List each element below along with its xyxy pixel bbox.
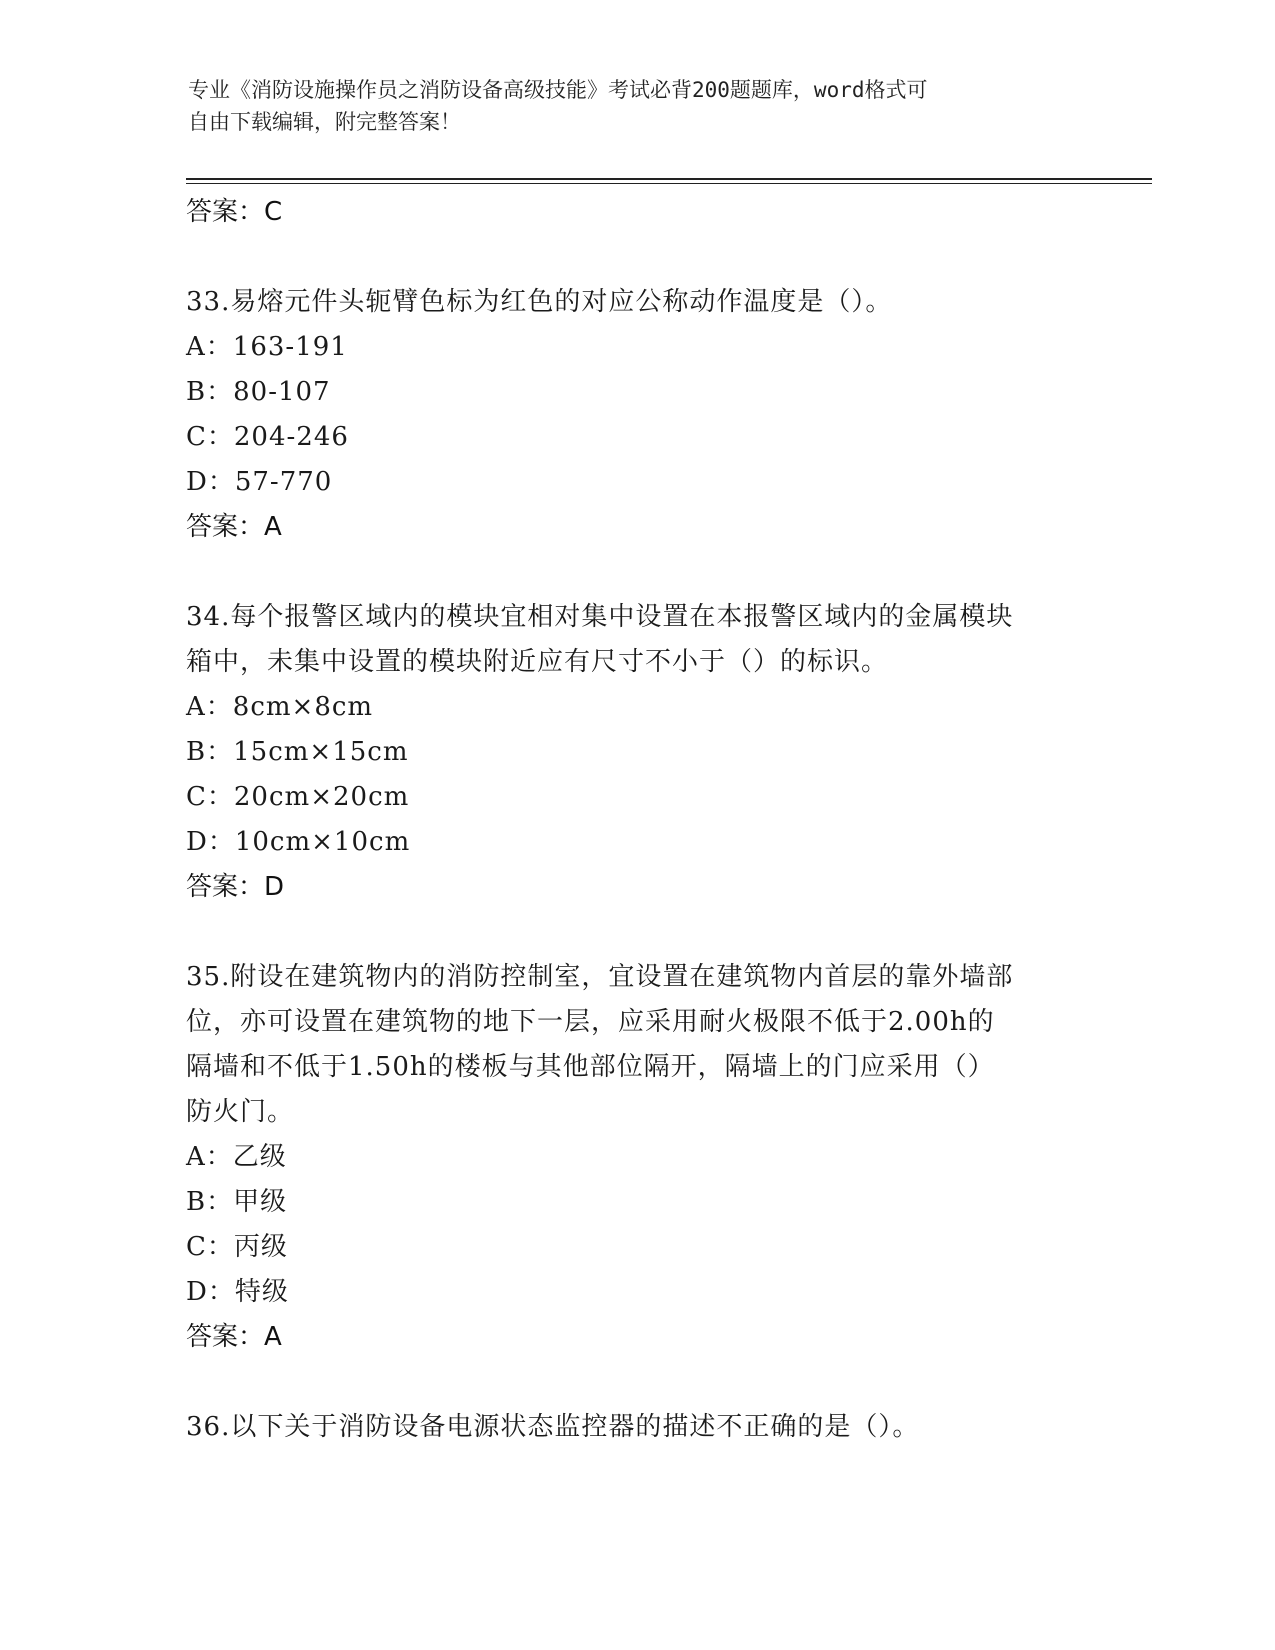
question-option: A：乙级 xyxy=(186,1142,287,1172)
question-option: D：10cm×10cm xyxy=(186,827,411,857)
question-stem-line: 防火门。 xyxy=(186,1097,295,1127)
answer-value: D xyxy=(264,872,285,902)
question-stem-line: 位，亦可设置在建筑物的地下一层，应采用耐火极限不低于2.00h的 xyxy=(186,1007,995,1037)
question-option: A：163-191 xyxy=(186,332,348,362)
previous-answer xyxy=(186,190,1086,235)
question-option: A：8cm×8cm xyxy=(186,692,374,722)
question-stem-line: 箱中，未集中设置的模块附近应有尺寸不小于（）的标识。 xyxy=(186,647,889,677)
header-rule-thick xyxy=(186,178,1152,180)
answer-label: 答案： xyxy=(186,1322,265,1352)
answer-label: 答案： xyxy=(186,872,265,902)
document-header xyxy=(188,74,1068,138)
answer-value: C xyxy=(264,197,283,227)
question-stem-line: 34.每个报警区域内的模块宜相对集中设置在本报警区域内的金属模块 xyxy=(186,602,1014,632)
question-option: D：57-770 xyxy=(186,467,333,497)
answer-value: A xyxy=(264,512,282,542)
answer-label: 答案： xyxy=(186,197,265,227)
header-rule-thin xyxy=(186,183,1152,184)
question-answer xyxy=(186,865,1086,910)
question-option: C：204-246 xyxy=(186,422,349,452)
answer-value: A xyxy=(264,1322,282,1352)
question-option: D：特级 xyxy=(186,1277,289,1307)
question-stem-line: 36.以下关于消防设备电源状态监控器的描述不正确的是（）。 xyxy=(186,1412,920,1442)
question-stem-line: 隔墙和不低于1.50h的楼板与其他部位隔开，隔墙上的门应采用（） xyxy=(186,1052,995,1082)
question-option: B：15cm×15cm xyxy=(186,737,409,767)
question-answer xyxy=(186,1315,1086,1360)
question-option: C：丙级 xyxy=(186,1232,288,1262)
question-option: B：甲级 xyxy=(186,1187,288,1217)
header-line-2: 自由下载编辑，附完整答案！ xyxy=(188,110,461,134)
question-option: C：20cm×20cm xyxy=(186,782,410,812)
question-list xyxy=(186,190,1086,1450)
question-stem-line: 33.易熔元件头轭臂色标为红色的对应公称动作温度是（）。 xyxy=(186,287,893,317)
header-line-1: 专业《消防设施操作员之消防设备高级技能》考试必背200题题库，word格式可 xyxy=(188,78,928,102)
question-option: B：80-107 xyxy=(186,377,331,407)
answer-label: 答案： xyxy=(186,512,265,542)
question-answer xyxy=(186,505,1086,550)
question-stem-line: 35.附设在建筑物内的消防控制室，宜设置在建筑物内首层的靠外墙部 xyxy=(186,962,1014,992)
